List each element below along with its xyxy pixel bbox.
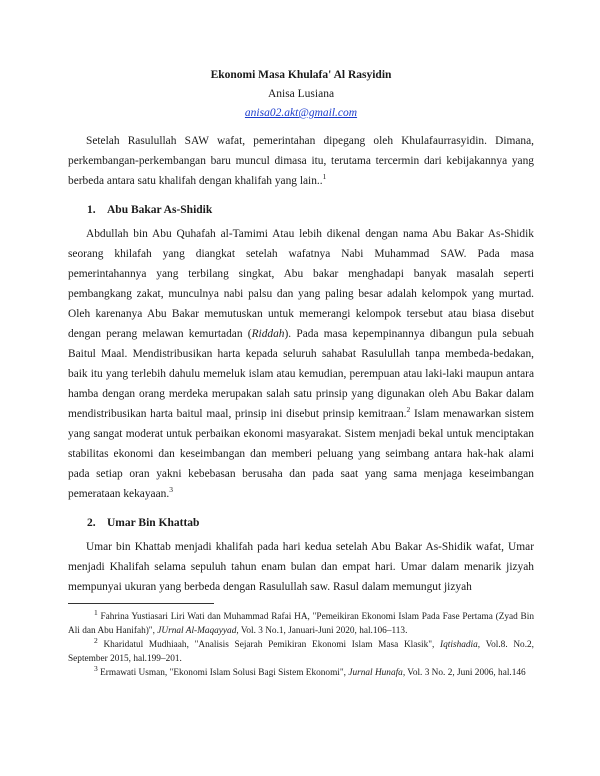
intro-paragraph: [68, 131, 534, 191]
document-page: [68, 68, 534, 680]
author-email-link[interactable]: anisa02.akt@gmail.com: [244, 107, 358, 119]
author-name: Anisa Lusiana: [267, 88, 335, 100]
abu-bakar-text-2: ). Pada masa kepempinannya dibangun pula sebuah Baitul Maal. Mendistribusikan harta kepada seluruh sahabat Rasulullah tanpa membeda-bedakan, baik itu yang terlebih dahulu memeluk islam atau kemudian, perempuan atau laki-laki maupun antara hamba dengan orang merdeka merupakan salah satu prinsip yang digunakan oleh Abu Bakar dalam mendistribusikan harta baitul maal, prinsip ini disebut prinsip kemitraan.: [68, 328, 534, 420]
abu-bakar-text-1: Abdullah bin Abu Quhafah al-Tamimi Atau lebih dikenal dengan nama Abu Bakar As-Shidik seorang khilafah yang diangkat setelah wafatnya Nabi Muhammad SAW. Pada masa pemerintahannya yang terbilang singkat, Abu bakar menghadapi banyak masalah seperti pembangkang zakat, munculnya nabi palsu dan yang paling besar adalah kelompok yang murtad. Oleh karenanya Abu Bakar memutuskan untuk memerangi kelompok tersebut atau biasa disebut dengan perang melawan kemurtadan (: [68, 228, 534, 340]
footnote-journal: Jurnal Hunafa,: [348, 668, 406, 678]
footnote-text: , Vol. 3 No.1, Januari-Juni 2020, hal.106–113.: [236, 626, 408, 636]
footnote-3: [68, 663, 534, 680]
section-number: 1.: [87, 204, 96, 216]
section-number: 2.: [87, 517, 96, 529]
footnote-2: [68, 635, 534, 666]
paper-title: Ekonomi Masa Khulafa' Al Rasyidin: [210, 69, 392, 81]
section-heading-abu-bakar: [87, 203, 534, 218]
footnote-ref-1[interactable]: 1: [322, 172, 327, 182]
section-heading-umar: [87, 516, 534, 531]
riddah-term: Riddah: [251, 328, 285, 340]
footnote-journal: Iqtishadia: [440, 640, 478, 650]
abu-bakar-text-3: Islam menawarkan sistem yang sangat moderat untuk perbaikan ekonomi masyarakat. Sistem menjadi bekal untuk menciptakan stabilitas ekonomi dan keseimbangan dan memberi peluang yang seimbang antara hak-hak alami pada setiap oran yakni kebebasan berusaha dan pada saat yang sama menjaga keseimbangan pemerataan kekayaan.: [68, 408, 534, 500]
footnote-ref-2[interactable]: 2: [406, 405, 411, 415]
footnote-text: Fahrina Yustiasari Liri Wati dan Muhammad Rafai HA, "Pemeikiran Ekonomi Islam Pada Fase Pertama (Zyad Bin Ali dan Abu Hanifah)",: [68, 612, 534, 636]
footnote-text: , Vol.8. No.2, September 2015, hal.199–201.: [68, 640, 534, 664]
umar-paragraph: Umar bin Khattab menjadi khalifah pada hari kedua setelah Abu Bakar As-Shidik wafat, Umar menjadi Khalifah selama sepuluh tahun enam bulan dan empat hari. Umar dalam menarik jizyah mempunyai ukuran yang berbeda dengan Rasulullah saw. Rasul dalam memungut jizyah: [68, 541, 534, 593]
footnote-number: 2: [94, 635, 98, 645]
footnote-text: Vol. 3 No. 2, Juni 2006, hal.146: [405, 668, 526, 678]
footnote-text: Kharidatul Mudhiaah, "Analisis Sejarah Pemikiran Ekonomi Islam Masa Klasik",: [97, 640, 441, 650]
section-title: Umar Bin Khattab: [107, 517, 200, 529]
footnote-number: 3: [94, 663, 98, 673]
footnote-journal: JUrnal Al-Maqayyad: [157, 626, 237, 636]
footnote-number: 1: [94, 607, 98, 617]
footnote-separator: [68, 603, 214, 604]
intro-text: Setelah Rasulullah SAW wafat, pemerintahan dipegang oleh Khulafaurrasyidin. Dimana, perkembangan-perkembangan baru muncul dimasa itu, terutama tercermin dari kebijakannya yang berbeda antara satu khalifah dengan khalifah yang lain..: [68, 135, 534, 187]
section-title: Abu Bakar As-Shidik: [107, 204, 213, 216]
footnote-1: [68, 607, 534, 638]
author-email-line: [68, 106, 534, 121]
abu-bakar-paragraph: [68, 224, 534, 504]
footnote-ref-3[interactable]: 3: [169, 485, 173, 495]
footnote-text: Ermawati Usman, "Ekonomi Islam Solusi Bagi Sistem Ekonomi",: [97, 668, 349, 678]
